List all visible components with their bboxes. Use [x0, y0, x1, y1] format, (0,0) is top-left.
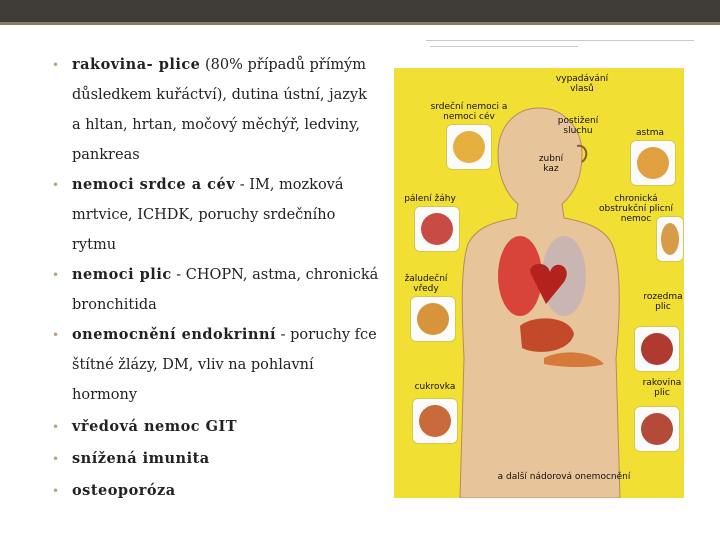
bullet-item — [50, 444, 380, 474]
bullet-item — [50, 170, 380, 260]
bullet-bold: nemoci plic — [72, 266, 172, 283]
label-emphysema: rozedma plic — [643, 292, 683, 312]
top-bar — [0, 0, 720, 22]
bullet-item — [50, 476, 380, 506]
top-bar-accent — [0, 22, 720, 25]
decorative-line — [426, 40, 694, 41]
bullet-text: - CHOPN, astma, chronická bronchitida — [72, 267, 379, 313]
bullet-bold: nemoci srdce a cév — [72, 176, 236, 193]
bullet-bold: osteoporóza — [72, 482, 176, 499]
bullet-item — [50, 320, 380, 410]
label-hair-loss: vypadávání vlasů — [555, 74, 609, 94]
label-tooth-decay: zubní kaz — [538, 154, 564, 174]
bullet-list — [50, 50, 380, 506]
label-copd: chronická obstrukční plicní nemoc — [599, 194, 673, 224]
label-heartburn: pálení žáhy — [404, 194, 456, 204]
bullet-dot: • — [52, 484, 60, 498]
bullet-text: - poruchy fce štítné žlázy, DM, vliv na pohlavní hormony — [72, 327, 377, 403]
bullet-item — [50, 50, 380, 170]
lung-cancer-image — [634, 406, 680, 452]
bullet-item — [50, 412, 380, 442]
bullet-dot: • — [52, 58, 60, 72]
diabetes-image — [412, 398, 458, 444]
heartburn-image — [414, 206, 460, 252]
emphysema-image — [634, 326, 680, 372]
heart-vessels-image — [446, 124, 492, 170]
label-hearing: postižení sluchu — [557, 116, 599, 136]
poster-footer: a další nádorová onemocnění — [497, 472, 631, 482]
label-diabetes: cukrovka — [414, 382, 456, 392]
bullet-bold: onemocnění endokrinní — [72, 326, 277, 343]
smoking-effects-poster — [394, 68, 684, 498]
bullet-bold: snížená imunita — [72, 450, 210, 467]
bullet-text: - IM, mozková mrtvice, ICHDK, poruchy srdečního rytmu — [72, 177, 344, 253]
label-stomach-ulcer: žaludeční vředy — [404, 274, 448, 294]
label-heart-disease: srdeční nemoci a nemoci cév — [430, 102, 508, 122]
bullet-dot: • — [52, 178, 60, 192]
bullet-bold: rakovina- plice — [72, 56, 201, 73]
stomach-ulcer-image — [410, 296, 456, 342]
label-asthma: astma — [635, 128, 664, 138]
bullet-dot: • — [52, 328, 60, 342]
bullet-text: (80% případů přímým důsledkem kuřáctví), dutina ústní, jazyk a hltan, hrtan, močový měchýř, ledviny, pankreas — [72, 57, 367, 163]
asthma-image — [630, 140, 676, 186]
label-lung-cancer: rakovina plic — [642, 378, 682, 398]
bullet-dot: • — [52, 420, 60, 434]
decorative-line — [430, 46, 578, 47]
bullet-dot: • — [52, 452, 60, 466]
bullet-dot: • — [52, 268, 60, 282]
bullet-item — [50, 260, 380, 320]
bullet-bold: vředová nemoc GIT — [72, 418, 238, 435]
